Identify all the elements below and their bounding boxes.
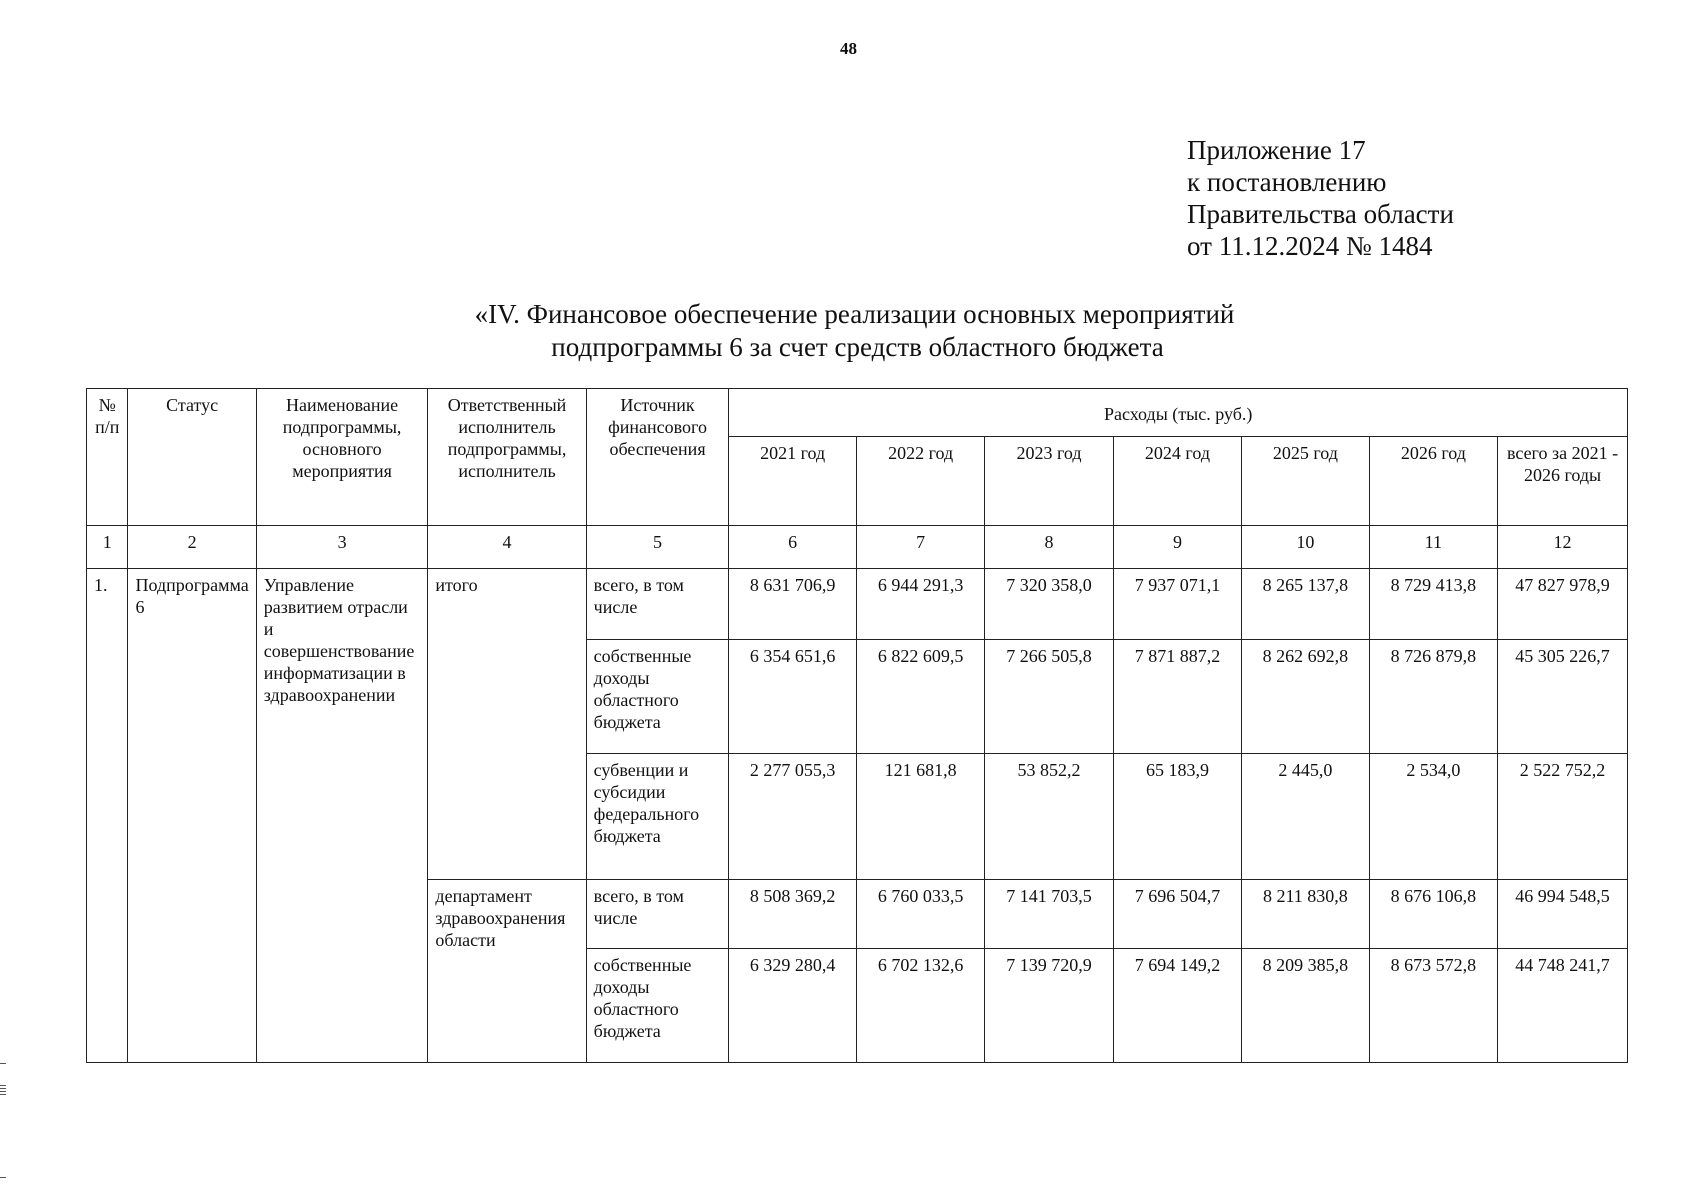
value-cell: 8 729 413,8 — [1369, 569, 1497, 640]
scan-margin-mark — [0, 1091, 6, 1092]
value-cell: 8 673 572,8 — [1369, 949, 1497, 1063]
header-year: 2026 год — [1369, 437, 1497, 526]
value-cell: 2 522 752,2 — [1498, 754, 1628, 880]
value-cell: 7 871 887,2 — [1113, 640, 1241, 754]
header-year: 2023 год — [985, 437, 1113, 526]
value-cell: 8 508 369,2 — [729, 880, 856, 949]
value-cell: 2 445,0 — [1242, 754, 1369, 880]
value-cell: 7 266 505,8 — [985, 640, 1113, 754]
column-number: 7 — [856, 526, 984, 569]
value-cell: 7 320 358,0 — [985, 569, 1113, 640]
row-source: субвенции и субсидии федерального бюджета — [586, 754, 729, 880]
row-source: всего, в том числе — [586, 880, 729, 949]
title-line: подпрограммы 6 за счет средств областного бюджета — [551, 332, 1164, 362]
column-number: 6 — [729, 526, 856, 569]
scan-margin-mark — [0, 1088, 6, 1089]
header-status: Статус — [128, 389, 256, 526]
column-number: 11 — [1369, 526, 1497, 569]
column-number: 4 — [428, 526, 586, 569]
value-cell: 8 631 706,9 — [729, 569, 856, 640]
value-cell: 65 183,9 — [1113, 754, 1241, 880]
value-cell: 6 354 651,6 — [729, 640, 856, 754]
row-status: Подпрограмма 6 — [128, 569, 256, 1063]
scan-margin-mark — [0, 1085, 6, 1086]
value-cell: 6 760 033,5 — [856, 880, 984, 949]
header-year: 2025 год — [1242, 437, 1369, 526]
header-total: всего за 2021 - 2026 годы — [1498, 437, 1628, 526]
value-cell: 7 694 149,2 — [1113, 949, 1241, 1063]
scan-margin-mark — [0, 1063, 6, 1064]
row-source: собственные доходы областного бюджета — [586, 640, 729, 754]
value-cell: 7 141 703,5 — [985, 880, 1113, 949]
value-cell: 44 748 241,7 — [1498, 949, 1628, 1063]
value-cell: 46 994 548,5 — [1498, 880, 1628, 949]
value-cell: 6 702 132,6 — [856, 949, 984, 1063]
column-number: 10 — [1242, 526, 1369, 569]
page-number: 48 — [840, 39, 857, 58]
value-cell: 8 265 137,8 — [1242, 569, 1369, 640]
value-cell: 2 534,0 — [1369, 754, 1497, 880]
value-cell: 7 139 720,9 — [985, 949, 1113, 1063]
value-cell: 7 696 504,7 — [1113, 880, 1241, 949]
scan-margin-mark — [0, 1177, 6, 1178]
row-source: всего, в том числе — [586, 569, 729, 640]
appendix-line: от 11.12.2024 № 1484 — [1187, 231, 1433, 261]
column-number: 8 — [985, 526, 1113, 569]
header-source: Источник финансового обеспечения — [586, 389, 729, 526]
value-cell: 47 827 978,9 — [1498, 569, 1628, 640]
row-responsible: департамент здравоохранения области — [428, 880, 586, 1063]
header-name: Наименование подпрограммы, основного мероприятия — [256, 389, 428, 526]
value-cell: 2 277 055,3 — [729, 754, 856, 880]
table-row — [87, 569, 1628, 640]
column-number: 9 — [1113, 526, 1241, 569]
title-line: «IV. Финансовое обеспечение реализации основных мероприятий — [474, 299, 1235, 329]
scan-margin-mark — [0, 1094, 6, 1095]
header-year: 2022 год — [856, 437, 984, 526]
header-year: 2021 год — [729, 437, 856, 526]
header-responsible: Ответственный исполнитель подпрограммы, исполнитель — [428, 389, 586, 526]
value-cell: 6 944 291,3 — [856, 569, 984, 640]
value-cell: 8 209 385,8 — [1242, 949, 1369, 1063]
value-cell: 53 852,2 — [985, 754, 1113, 880]
column-number: 2 — [128, 526, 256, 569]
value-cell: 121 681,8 — [856, 754, 984, 880]
header-expenses: Расходы (тыс. руб.) — [729, 389, 1628, 437]
value-cell: 6 822 609,5 — [856, 640, 984, 754]
column-number: 3 — [256, 526, 428, 569]
value-cell: 45 305 226,7 — [1498, 640, 1628, 754]
value-cell: 6 329 280,4 — [729, 949, 856, 1063]
appendix-line: к постановлению — [1187, 167, 1387, 197]
financing-table — [86, 388, 1628, 1063]
appendix-line: Приложение 17 — [1187, 135, 1366, 165]
value-cell: 8 211 830,8 — [1242, 880, 1369, 949]
row-number: 1. — [87, 569, 128, 1063]
column-number: 12 — [1498, 526, 1628, 569]
document-title — [0, 298, 1697, 364]
column-number: 5 — [586, 526, 729, 569]
value-cell: 8 262 692,8 — [1242, 640, 1369, 754]
row-responsible: итого — [428, 569, 586, 880]
header-year: 2024 год — [1113, 437, 1241, 526]
value-cell: 7 937 071,1 — [1113, 569, 1241, 640]
value-cell: 8 726 879,8 — [1369, 640, 1497, 754]
header-num: № п/п — [87, 389, 128, 526]
appendix-line: Правительства области — [1187, 199, 1454, 229]
row-source: собственные доходы областного бюджета — [586, 949, 729, 1063]
value-cell: 8 676 106,8 — [1369, 880, 1497, 949]
appendix-block — [1187, 134, 1454, 262]
column-number: 1 — [87, 526, 128, 569]
row-program-name: Управление развитием отрасли и совершенствование информатизации в здравоохранении — [256, 569, 428, 1063]
